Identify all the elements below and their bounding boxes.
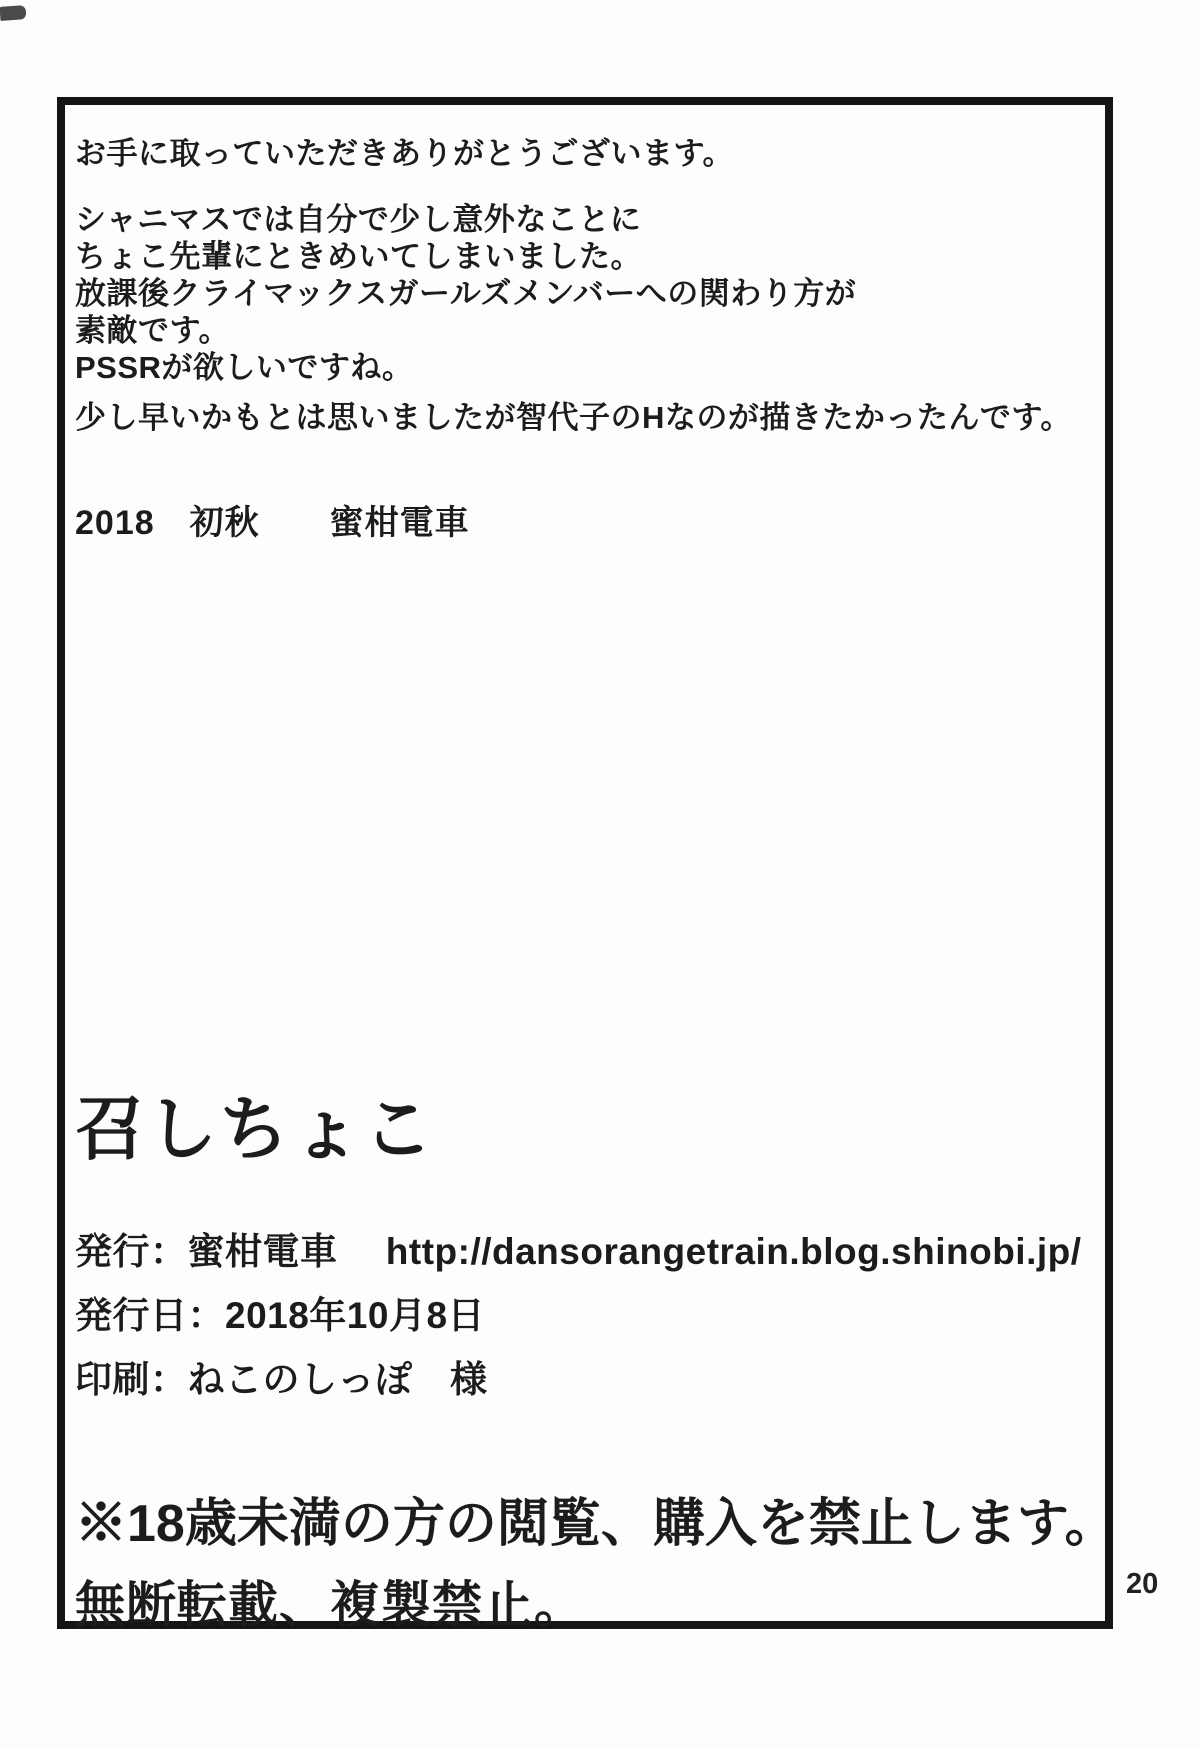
afterword-paragraph-line: ちょこ先輩にときめいてしまいました。 xyxy=(75,239,642,274)
afterword-comment-line: 少し早いかもとは思いましたが智代子のHなのが描きたかったんです。 xyxy=(75,400,1072,435)
afterword-thanks-line: お手に取っていただきありがとうございます。 xyxy=(75,136,735,171)
page-number: 20 xyxy=(1126,1568,1159,1600)
afterword-paragraph-line: 素敵です。 xyxy=(75,313,231,348)
page-border-frame xyxy=(57,97,1117,1633)
afterword-paragraph-line: PSSRが欲しいですね。 xyxy=(75,350,414,385)
book-title: 召しちょこ xyxy=(75,1090,435,1168)
age-restriction-notice: ※18歳未満の方の閲覧、購入を禁止します。 xyxy=(75,1495,1117,1553)
afterword-paragraph-line: シャニマスでは自分で少し意外なことに xyxy=(75,202,642,237)
no-reproduction-notice: 無断転載、複製禁止。 xyxy=(75,1577,585,1633)
scan-artifact xyxy=(0,5,26,21)
afterword-signoff: 2018 初秋 蜜柑電車 xyxy=(75,504,470,542)
afterword-paragraph-line: 放課後クライマックスガールズメンバーへの関わり方が xyxy=(75,276,857,311)
colophon-date-line: 発行日：2018年10月8日 xyxy=(75,1295,486,1336)
colophon-printer-line: 印刷：ねこのしっぽ 様 xyxy=(75,1359,488,1400)
colophon-publisher-line: 発行：蜜柑電車 http://dansorangetrain.blog.shinobi.jp/ xyxy=(75,1231,1082,1272)
